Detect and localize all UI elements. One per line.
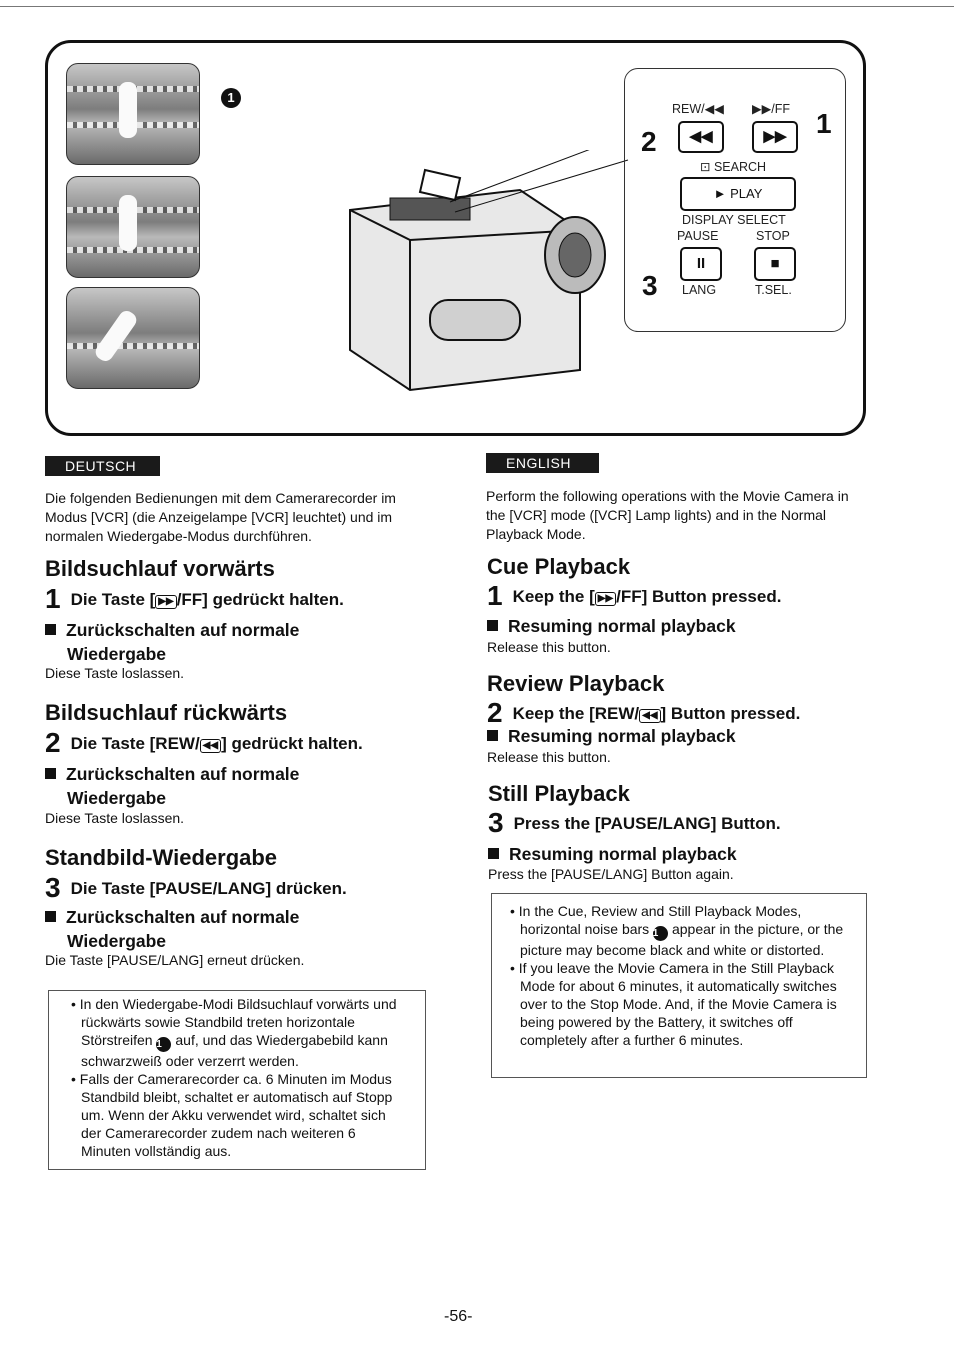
deutsch-cue-text: Diese Taste loslassen. <box>45 665 185 681</box>
noise-bar-marker: 1 <box>221 88 241 108</box>
english-still-heading: Still Playback <box>488 781 630 806</box>
ff-label: ▶▶/FF <box>752 102 790 116</box>
pause-button[interactable]: II <box>680 247 722 281</box>
camcorder-illustration <box>330 150 630 400</box>
noise-bar-marker-inline: 1 <box>156 1037 171 1052</box>
review-playback-thumbnail <box>66 176 200 278</box>
deutsch-cue-heading: Bildsuchlauf vorwärts <box>45 556 275 581</box>
lang-label: LANG <box>682 283 717 297</box>
callout-3: 3 <box>642 270 658 301</box>
english-label: ENGLISH <box>486 453 599 473</box>
stop-label: STOP <box>756 229 790 243</box>
deutsch-still-text: Die Taste [PAUSE/LANG] erneut drücken. <box>45 952 305 968</box>
deutsch-note-2: • Falls der Camerarecorder ca. 6 Minuten im Modus Standbild bleibt, schaltet er automatisch auf Stopp um. Wenn der Akku verwendet wird, schaltet sich der Camerarecorder zudem nach weiteren 6 Minuten vollständig aus. <box>71 1071 393 1159</box>
page-number: -56- <box>444 1308 473 1325</box>
english-still-text: Press the [PAUSE/LANG] Button again. <box>488 866 734 882</box>
pause-label: PAUSE <box>677 229 719 243</box>
deutsch-still-resume: Zurückschalten auf normale Wiedergabe <box>45 905 367 953</box>
rew-key-icon: ◀◀ <box>200 739 221 753</box>
english-review-text: Release this button. <box>487 749 611 765</box>
noise-bar-marker-inline: 1 <box>653 926 668 941</box>
search-label: ⊡ SEARCH <box>700 160 767 174</box>
rew-key-icon: ◀◀ <box>639 709 660 723</box>
rew-button[interactable]: ◀◀ <box>678 121 724 153</box>
stop-button[interactable]: ■ <box>754 247 796 281</box>
deutsch-intro: Die folgenden Bedienungen mit dem Camerarecorder im Modus [VCR] (die Anzeigelampe [VCR] leuchtet) und im normalen Wiedergabe-Modus durchführen. <box>45 490 396 544</box>
english-step-3: 3 Press the [PAUSE/LANG] Button. <box>488 807 781 838</box>
english-step-1: 1 Keep the [ ▶▶ /FF] Button pressed. <box>487 580 782 611</box>
deutsch-step-3: 3 Die Taste [PAUSE/LANG] drücken. <box>45 872 347 903</box>
english-cue-heading: Cue Playback <box>487 554 631 579</box>
english-note-1: • In the Cue, Review and Still Playback Modes, horizontal noise bars 1 appear in the picture, or the picture may become black and white or distorted. <box>510 903 844 958</box>
still-playback-thumbnail <box>66 287 200 389</box>
english-intro: Perform the following operations with the Movie Camera in the [VCR] mode ([VCR] Lamp lights) and in the Normal Playback Mode. <box>486 488 849 542</box>
top-rule <box>0 6 954 7</box>
deutsch-label: DEUTSCH <box>45 456 160 476</box>
rew-label: REW/◀◀ <box>672 102 724 116</box>
english-step-2: 2 Keep the [REW/ ◀◀ ] Button pressed. <box>487 697 801 728</box>
play-button[interactable]: ► PLAY <box>680 177 796 211</box>
deutsch-step-2: 2 Die Taste [REW/ ◀◀ ] gedrückt halten. <box>45 727 363 758</box>
deutsch-review-resume: Zurückschalten auf normale Wiedergabe <box>45 762 367 810</box>
english-cue-text: Release this button. <box>487 639 611 655</box>
display-select-label: DISPLAY SELECT <box>682 213 786 227</box>
deutsch-cue-resume: Zurückschalten auf normale Wiedergabe <box>45 618 367 666</box>
english-note-2: • If you leave the Movie Camera in the Still Playback Mode for about 6 minutes, it automatically switches over to the Stop Mode. And, if the Movie Camera is being powered by the Battery, it switches off completely after a further 6 minutes. <box>510 960 837 1048</box>
english-note-box <box>491 893 867 1078</box>
tsel-label: T.SEL. <box>755 283 792 297</box>
ff-key-icon: ▶▶ <box>595 592 616 606</box>
english-review-heading: Review Playback <box>487 671 665 696</box>
deutsch-note-1: • In den Wiedergabe-Modi Bildsuchlauf vorwärts und rückwärts sowie Standbild treten horizontale Störstreifen 1 auf, und das Wiedergabebild kann schwarzweiß oder verzerrt werden. <box>71 996 397 1069</box>
english-review-resume: Resuming normal playback <box>487 724 736 748</box>
callout-1: 1 <box>816 108 832 139</box>
deutsch-note-box <box>48 990 426 1170</box>
english-cue-resume: Resuming normal playback <box>487 614 736 638</box>
deutsch-step-1: 1 Die Taste [ ▶▶ /FF] gedrückt halten. <box>45 583 344 614</box>
deutsch-still-heading: Standbild-Wiedergabe <box>45 845 278 870</box>
english-still-resume: Resuming normal playback <box>488 842 737 866</box>
cue-playback-thumbnail <box>66 63 200 165</box>
callout-2: 2 <box>641 126 657 157</box>
ff-key-icon: ▶▶ <box>155 595 176 609</box>
deutsch-review-text: Diese Taste loslassen. <box>45 810 185 826</box>
deutsch-review-heading: Bildsuchlauf rückwärts <box>45 700 288 725</box>
ff-button[interactable]: ▶▶ <box>752 121 798 153</box>
